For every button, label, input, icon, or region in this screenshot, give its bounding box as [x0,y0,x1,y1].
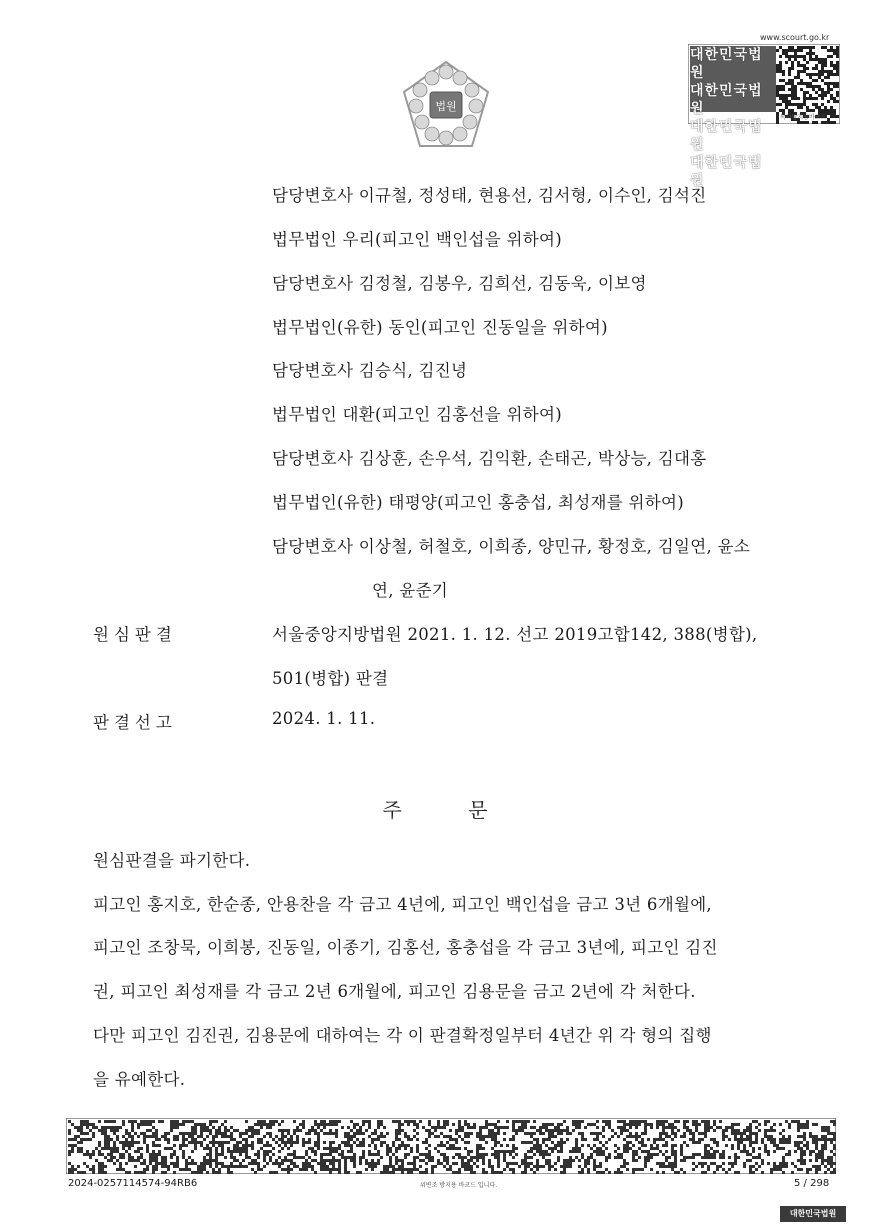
page-number: 5 / 298 [794,1178,830,1189]
counsel-line: 법무법인 우리(피고인 백인섭을 위하여) [272,230,562,249]
sentencing-label: 판결선고 [93,713,177,732]
qr-stamp-line: 대한민국법원 [690,47,763,81]
document-id: 2024-0257114574-94RB6 [68,1178,198,1189]
order-heading: 주 문 [382,798,488,822]
order-line: 을 유예한다. [93,1070,186,1089]
order-line: 피고인 조창묵, 이희봉, 진동일, 이종기, 김홍선, 홍충섭을 각 금고 3년에, 피고인 김진 [93,938,718,957]
counsel-line: 담당변호사 김정철, 김봉우, 김희선, 김동욱, 이보영 [272,274,647,293]
order-line: 권, 피고인 최성재를 각 금고 2년 6개월에, 피고인 김용문을 금고 2년에 각 처한다. [93,982,696,1001]
counsel-line: 법무법인(유한) 동인(피고인 진동일을 위하여) [272,318,608,337]
qr-url: www.scourt.go.kr [760,33,830,42]
counsel-line: 연, 윤준기 [372,581,449,600]
original-judgment-line1: 서울중앙지방법원 2021. 1. 12. 선고 2019고합142, 388(병합), [272,625,758,644]
counsel-line: 담당변호사 김승식, 김진녕 [272,361,468,380]
order-line: 다만 피고인 김진권, 김용문에 대하여는 각 이 판결확정일부터 4년간 위 각 형의 집행 [93,1026,712,1045]
qr-caption: 복사방지용바코드 [780,114,827,121]
court-emblem-icon [398,58,494,154]
original-judgment-label: 원심판결 [93,625,177,644]
qr-stamp-line: 대한민국법원 [690,119,763,153]
counsel-line: 담당변호사 김상훈, 손우석, 김익환, 손태곤, 박상능, 김대홍 [272,449,707,468]
sentencing-date: 2024. 1. 11. [272,709,376,728]
qr-stamp-line: 대한민국법원 [690,155,763,189]
counsel-line: 담당변호사 이상철, 허철호, 이희종, 양민규, 황정호, 김일연, 윤소 [272,537,751,556]
counsel-line: 법무법인 대환(피고인 김홍선을 위하여) [272,405,562,424]
qr-stamp-text [690,46,774,190]
emblem-label: 법원 [435,100,457,113]
qr-stamp-line: 대한민국법원 [690,83,763,117]
court-badge: 대한민국법원 [780,1206,846,1222]
counsel-line: 담당변호사 이규철, 정성태, 현용선, 김서형, 이수인, 김석진 [272,186,707,205]
order-line: 원심판결을 파기한다. [93,851,251,870]
original-judgment-line2: 501(병합) 판결 [272,669,389,688]
barcode-note: 위변조 방지용 바코드 입니다. [420,1182,498,1189]
footer-barcode-icon [66,1118,836,1174]
counsel-line: 법무법인(유한) 태평양(피고인 홍충섭, 최성재를 위하여) [272,493,684,512]
order-line: 피고인 홍지호, 한순종, 안용찬을 각 금고 4년에, 피고인 백인섭을 금고 3년 6개월에, [93,895,712,914]
